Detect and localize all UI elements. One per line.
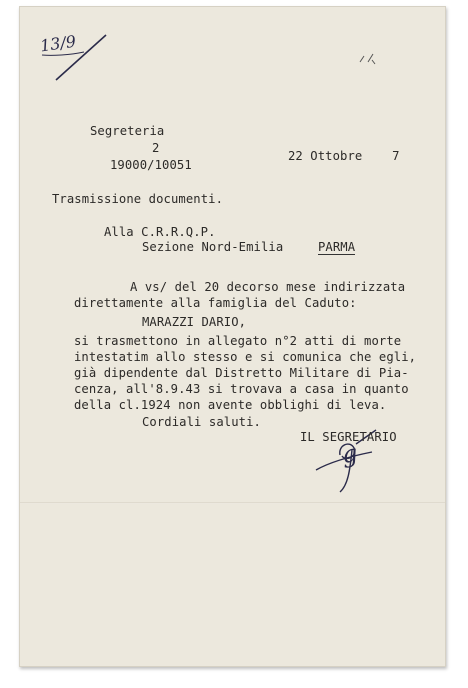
closing-greeting: Cordiali saluti. — [142, 415, 261, 429]
body-line-6: già dipendente dal Distretto Militare di Pia- — [74, 366, 409, 380]
recipient-city: PARMA — [318, 240, 356, 254]
body-line-4: si trasmettono in allegato n°2 atti di morte — [74, 334, 402, 348]
deceased-name: MARAZZI DARIO, — [142, 315, 247, 329]
body-line-5: intestatim allo stesso e si comunica che egli, — [74, 350, 417, 364]
signature-initials: g — [340, 439, 360, 469]
body-line-2: direttamente alla famiglia del Caduto: — [74, 296, 357, 310]
recipient-line-1: Alla C.R.R.Q.P. — [104, 225, 216, 239]
recipient-line-2: Sezione Nord-Emilia — [142, 240, 284, 254]
body-line-8: della cl.1924 non avente obblighi di leva. — [74, 398, 387, 412]
protocol-number: 19000/10051 — [110, 158, 192, 172]
signature-title: IL SEGRETARIO — [300, 430, 397, 444]
archive-mark: 13/9 — [38, 31, 78, 56]
letter-date: 22 Ottobre 7 — [288, 149, 400, 163]
paper-fold — [20, 502, 445, 504]
body-line-7: cenza, all'8.9.43 si trovava a casa in quanto — [74, 382, 409, 396]
body-line-1: A vs/ del 20 decorso mese indirizzata — [130, 280, 406, 294]
office-number: 2 — [152, 141, 160, 155]
office-label: Segreteria — [90, 124, 165, 138]
subject-line: Trasmissione documenti. — [52, 192, 224, 206]
